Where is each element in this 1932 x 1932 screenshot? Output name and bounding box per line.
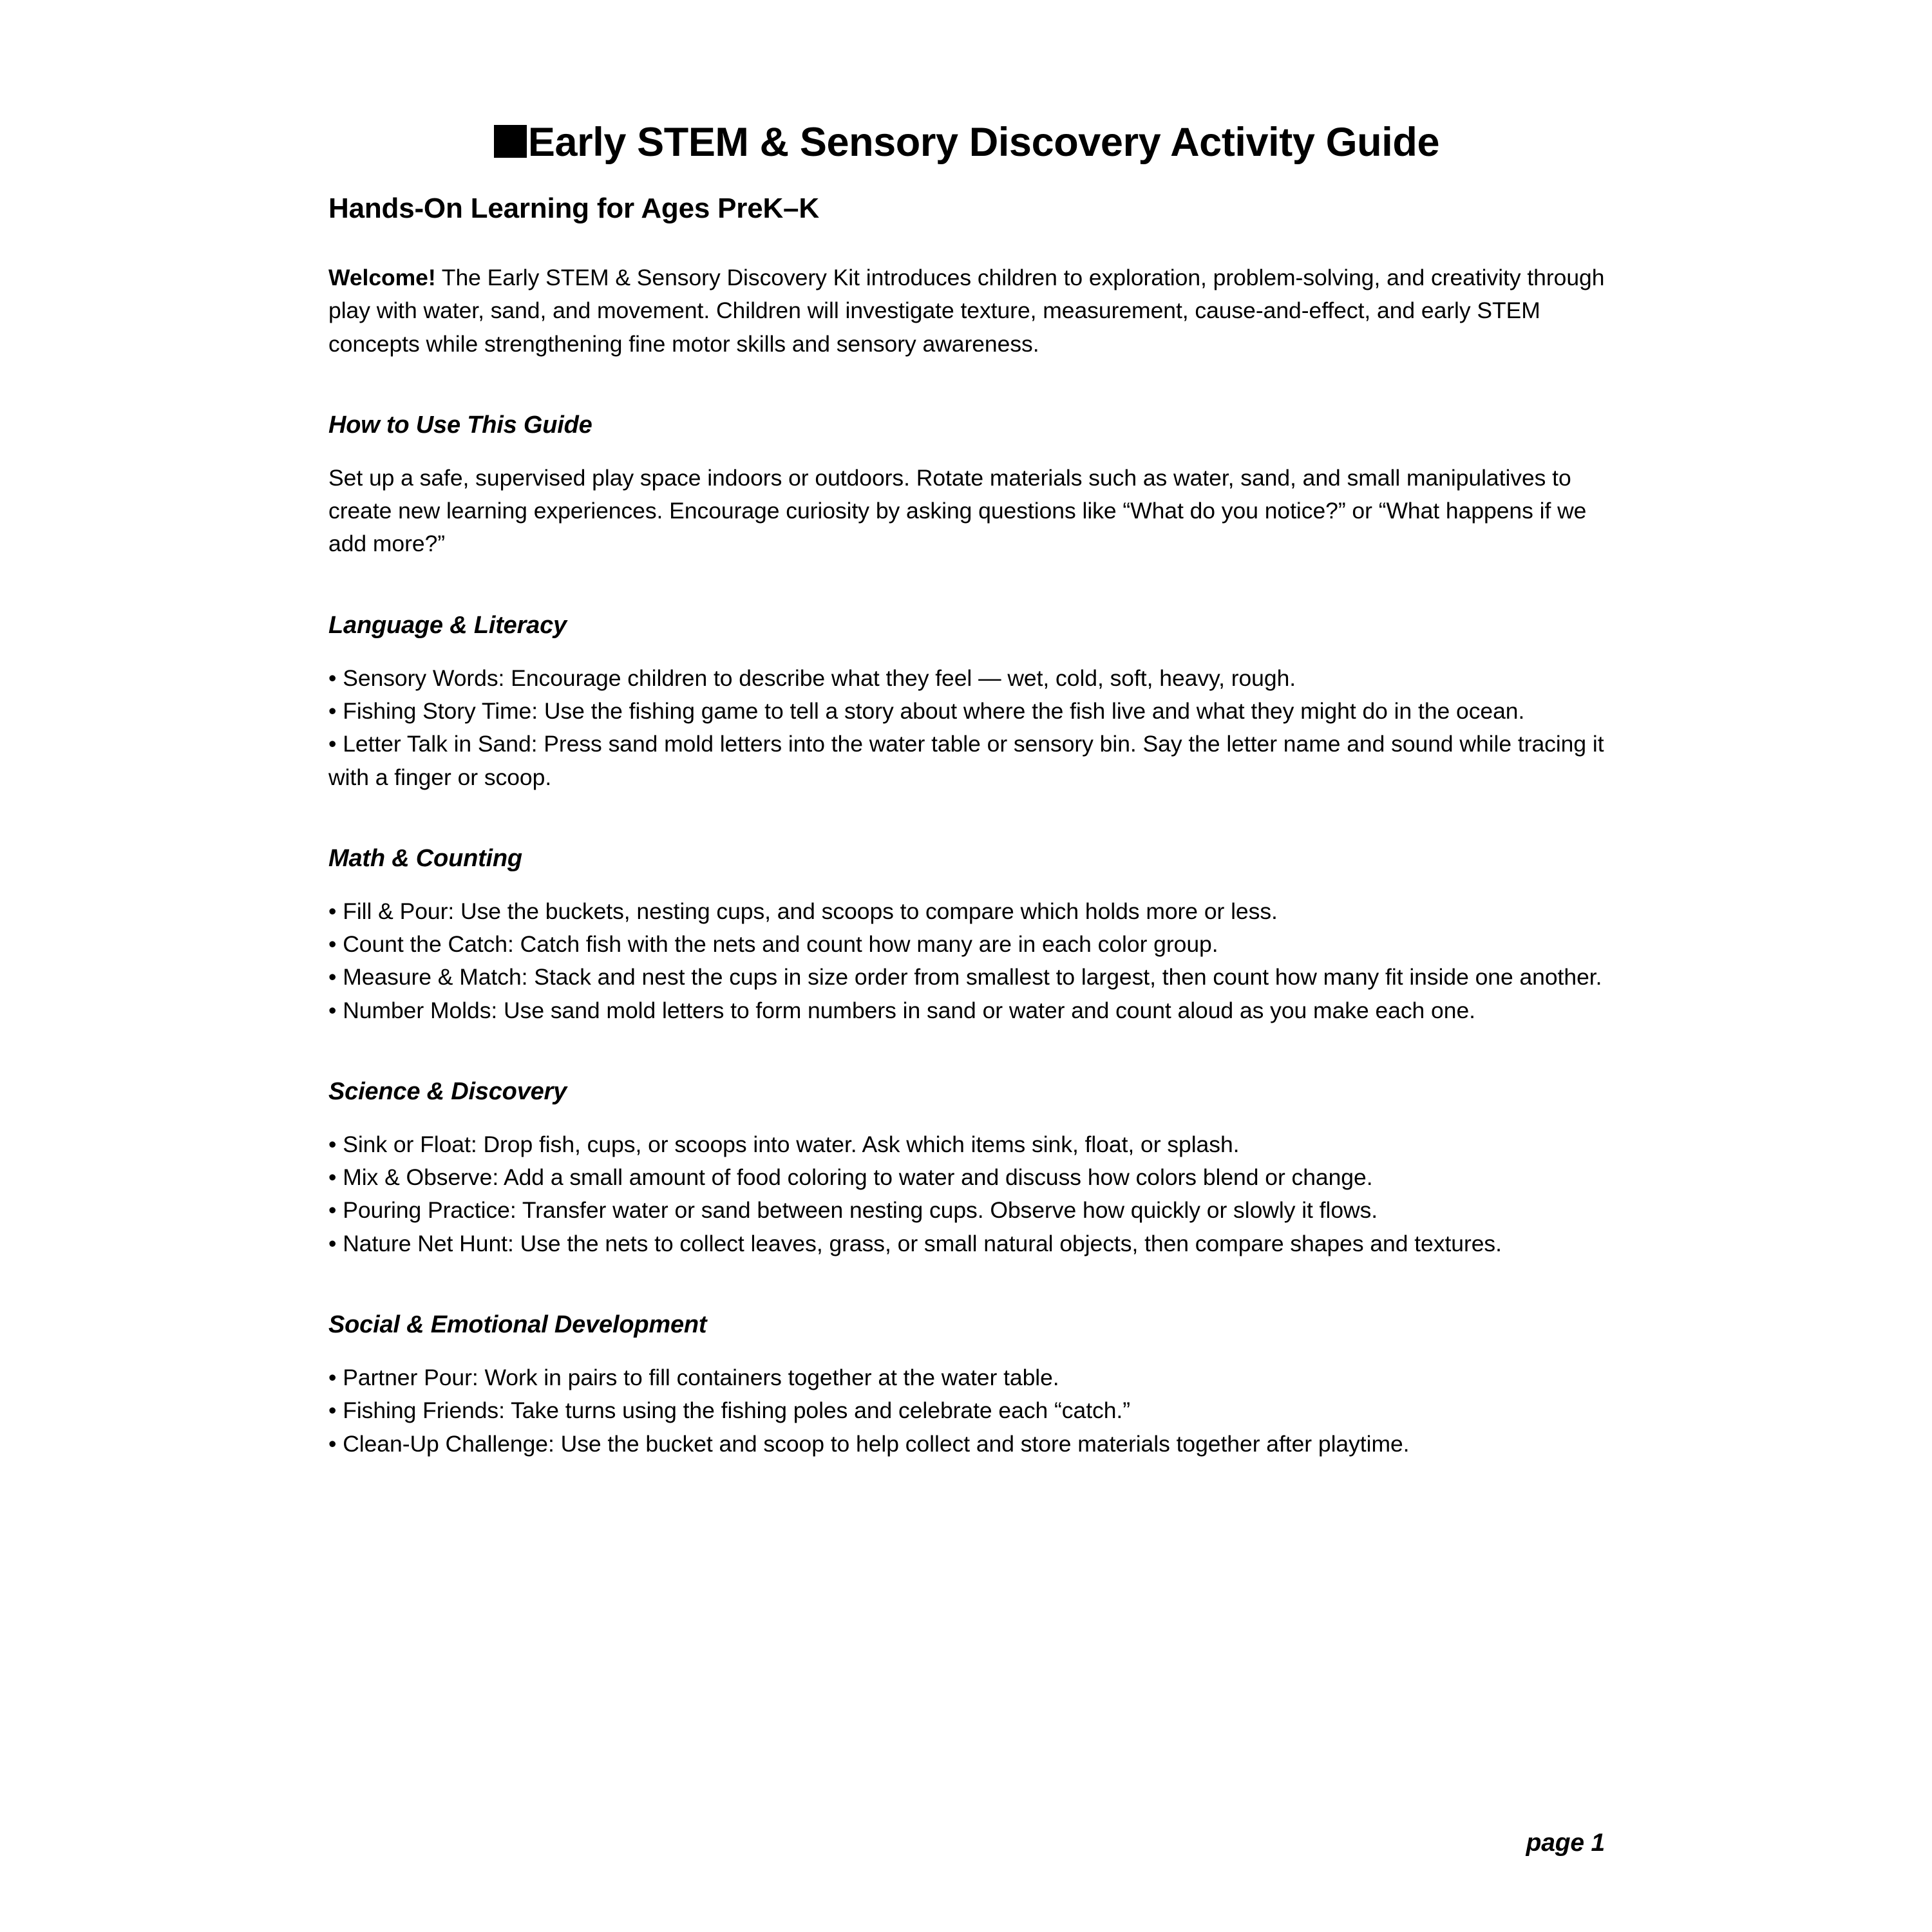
list-item: • Fishing Friends: Take turns using the fishing poles and celebrate each “catch.” <box>328 1397 1130 1424</box>
section-heading: How to Use This Guide <box>328 411 592 439</box>
section-heading: Social & Emotional Development <box>328 1311 707 1338</box>
bullet-list <box>328 662 1605 793</box>
section-paragraph: Set up a safe, supervised play space indoors or outdoors. Rotate materials such as water, sand, and small manipulatives to create new learning experiences. Encourage curiosity by asking questions like “What do you notice?” or “What happens if we add more?” <box>328 465 1587 557</box>
section-how-to-use <box>328 361 1605 561</box>
intro-text: The Early STEM & Sensory Discovery Kit introduces children to exploration, problem-solving, and creativity through play with water, sand, and movement. Children will investigate texture, measurement, cause-and-effect, and early STEM concepts while strengthening fine motor skills and sensory awareness. <box>328 265 1605 357</box>
page-footer <box>328 1829 1605 1857</box>
bullet-list <box>328 895 1605 1027</box>
list-item: • Sink or Float: Drop fish, cups, or scoops into water. Ask which items sink, float, or splash. <box>328 1132 1240 1158</box>
list-item: • Clean-Up Challenge: Use the bucket and scoop to help collect and store materials together after playtime. <box>328 1430 1410 1457</box>
list-item: • Pouring Practice: Transfer water or sand between nesting cups. Observe how quickly or slowly it flows. <box>328 1197 1378 1224</box>
list-item: • Measure & Match: Stack and nest the cups in size order from smallest to largest, then count how many fit inside one another. <box>328 964 1602 990</box>
missing-glyph-icon <box>494 125 527 158</box>
list-item: • Number Molds: Use sand mold letters to form numbers in sand or water and count aloud as you make each one. <box>328 997 1475 1023</box>
document-content-column <box>328 0 1605 1461</box>
list-item: • Count the Catch: Catch fish with the nets and count how many are in each color group. <box>328 931 1218 958</box>
list-item: • Nature Net Hunt: Use the nets to collect leaves, grass, or small natural objects, then compare shapes and textures. <box>328 1230 1502 1256</box>
list-item: • Letter Talk in Sand: Press sand mold letters into the water table or sensory bin. Say the letter name and sound while tracing it with a finger or scoop. <box>328 731 1604 790</box>
bullet-list <box>328 1361 1605 1460</box>
intro-lead: Welcome! <box>328 265 436 291</box>
page-title <box>328 0 1605 166</box>
page-subtitle: Hands-On Learning for Ages PreK–K <box>328 192 819 224</box>
list-item: • Sensory Words: Encourage children to describe what they feel — wet, cold, soft, heavy, rough. <box>328 665 1296 692</box>
bullet-list <box>328 1128 1605 1260</box>
intro-paragraph <box>328 225 1605 360</box>
list-item: • Mix & Observe: Add a small amount of food coloring to water and discuss how colors blend or change. <box>328 1164 1373 1191</box>
section-math-counting <box>328 794 1605 1027</box>
page-number: page 1 <box>1526 1829 1605 1857</box>
list-item: • Partner Pour: Work in pairs to fill containers together at the water table. <box>328 1365 1059 1391</box>
section-heading: Language & Literacy <box>328 611 567 639</box>
list-item: • Fill & Pour: Use the buckets, nesting cups, and scoops to compare which holds more or less. <box>328 898 1278 925</box>
section-science-discovery <box>328 1027 1605 1260</box>
list-item: • Fishing Story Time: Use the fishing game to tell a story about where the fish live and what they might do in the ocean. <box>328 698 1525 724</box>
section-heading: Science & Discovery <box>328 1077 567 1105</box>
page-title-text: Early STEM & Sensory Discovery Activity Guide <box>527 120 1440 165</box>
section-social-emotional <box>328 1260 1605 1461</box>
section-language-literacy <box>328 561 1605 794</box>
section-heading: Math & Counting <box>328 844 522 872</box>
